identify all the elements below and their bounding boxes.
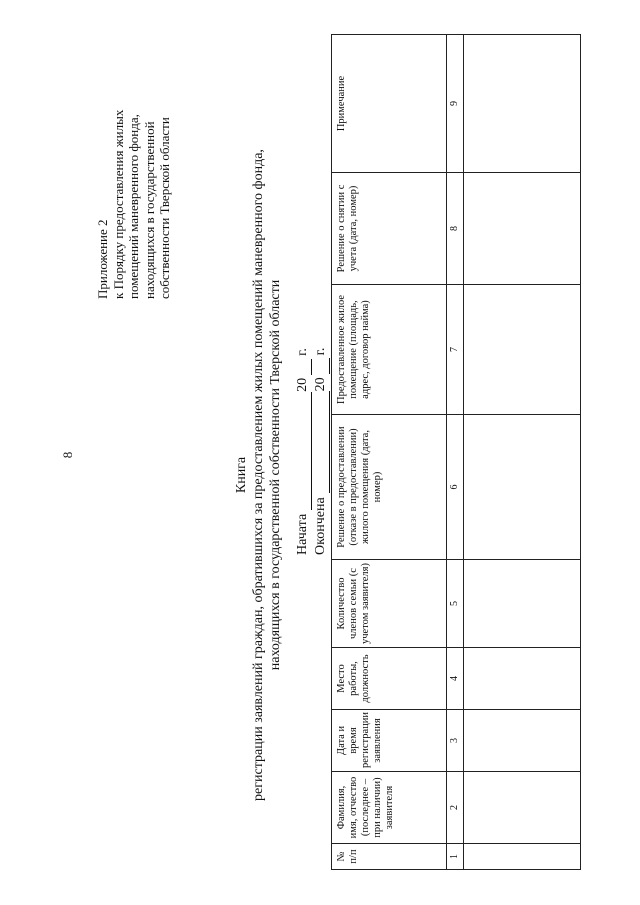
column-header: Количество членов семьи (с учетом заявителя) — [332, 560, 447, 648]
column-header: Дата и время регистрации заявления — [332, 710, 447, 772]
column-header: Место работы, должность — [332, 648, 447, 710]
table-cell — [464, 844, 581, 870]
end-date-row — [312, 235, 330, 555]
column-number: 6 — [447, 415, 464, 560]
table-cell — [464, 560, 581, 648]
column-number: 5 — [447, 560, 464, 648]
appendix-line: к Порядку предоставления жилых — [110, 109, 126, 299]
appendix-line: находящихся в государственной — [141, 121, 157, 299]
century-label: 20 — [313, 377, 328, 392]
year-suffix: г. — [295, 348, 310, 356]
column-number: 7 — [447, 285, 464, 415]
column-header: Примечание — [332, 35, 447, 173]
century-label: 20 — [295, 377, 310, 392]
table-cell — [464, 35, 581, 173]
column-number: 8 — [447, 173, 464, 285]
registration-table — [331, 34, 581, 870]
column-header: № п/п — [332, 844, 447, 870]
table-cell — [464, 173, 581, 285]
start-label: Начата — [295, 513, 310, 555]
column-number-row — [447, 35, 464, 870]
table-cell — [464, 648, 581, 710]
column-number: 2 — [447, 772, 464, 844]
end-year-blank — [315, 358, 330, 374]
column-header: Решение о предоставлении (отказе в предоставлении) жилого помещения (дата, номер) — [332, 415, 447, 560]
column-number: 9 — [447, 35, 464, 173]
column-header: Фамилия, имя, отчество (последнее – при наличии) заявителя — [332, 772, 447, 844]
column-header: Решение о снятии с учета (дата, номер) — [332, 173, 447, 285]
start-date-blank — [297, 392, 312, 510]
appendix-note — [95, 9, 173, 299]
appendix-line: собственности Тверской области — [157, 117, 172, 299]
book-title: Книга — [234, 456, 249, 494]
book-heading — [233, 65, 284, 885]
year-suffix: г. — [313, 347, 328, 356]
table-cell — [464, 415, 581, 560]
end-label: Окончена — [313, 497, 328, 555]
period-block — [294, 235, 330, 555]
table-row — [464, 35, 581, 870]
column-header: Предоставленное жилое помещение (площадь, адрес, договор найма) — [332, 285, 447, 415]
table-cell — [464, 772, 581, 844]
table-cell — [464, 710, 581, 772]
start-date-row — [294, 235, 312, 555]
table-cell — [464, 285, 581, 415]
appendix-line: Приложение 2 — [95, 219, 110, 299]
book-subtitle-line: регистрации заявлений граждан, обратившихся за предоставлением жилых помещений маневренного фонда, — [251, 149, 266, 801]
book-subtitle-line: находящихся в государственной собственности Тверской области — [268, 279, 283, 671]
table-header-row — [332, 35, 447, 870]
appendix-line: помещений маневренного фонда, — [126, 114, 141, 299]
start-year-blank — [297, 359, 312, 375]
page-number: 8 — [60, 451, 75, 459]
column-number: 3 — [447, 710, 464, 772]
column-number: 1 — [447, 844, 464, 870]
end-date-blank — [315, 391, 330, 493]
column-number: 4 — [447, 648, 464, 710]
